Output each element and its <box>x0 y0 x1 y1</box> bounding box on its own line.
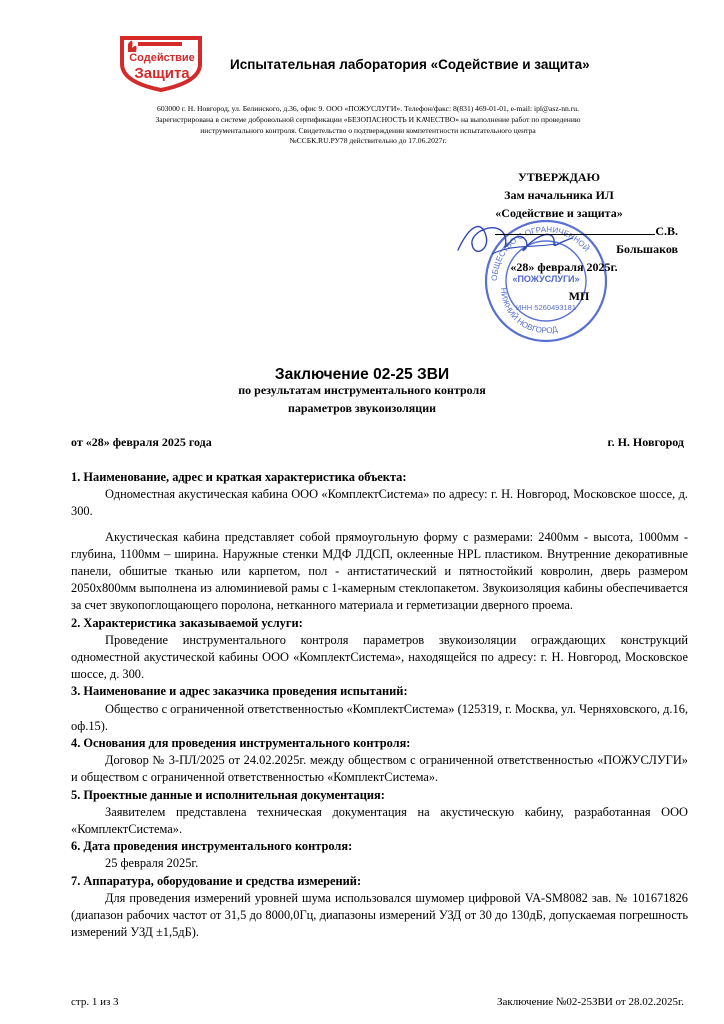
lab-logo <box>104 34 214 92</box>
stamp-inn: ИНН 5260493181 <box>515 303 577 312</box>
section-heading: 2. Характеристика заказываемой услуги: <box>71 615 303 630</box>
lab-address-block <box>60 104 676 147</box>
section-heading: 3. Наименование и адрес заказчика проведения испытаний: <box>71 684 408 699</box>
section-heading: 4. Основания для проведения инструментального контроля: <box>71 736 411 751</box>
approval-block <box>440 168 678 305</box>
stamp-ring-bottom: НИЖНИЙ НОВГОРОД <box>498 287 559 336</box>
document-subtitle: по результатам инструментального контроля <box>238 383 486 397</box>
approver-position: Зам начальника ИЛ <box>504 188 614 202</box>
document-subtitle: параметров звукоизоляции <box>287 401 437 415</box>
footer-reference: Заключение №02-25ЗВИ от 28.02.2025г. <box>497 996 684 1008</box>
section-paragraph: Договор № 3-ПЛ/2025 от 24.02.2025г. между обществом с ограниченной ответственностью «ПОЖУСЛУГИ» и обществом с ограниченной ответственностью «КомплектСистема». <box>71 753 688 785</box>
stamp-center: «ПОЖУСЛУГИ» <box>512 274 580 284</box>
stamp-ring-top: ОБЩЕСТВО С ОГРАНИЧЕННОЙ <box>489 224 592 282</box>
approval-date: «28» февраля 2025г. <box>510 260 618 274</box>
document-date: от «28» февраля 2025 года <box>71 435 212 449</box>
document-city: г. Н. Новгород <box>607 435 684 449</box>
approve-label: УТВЕРЖДАЮ <box>517 170 601 184</box>
address-line: 603000 г. Н. Новгород, ул. Белинского, д.36, офис 9. ООО «ПОЖУСЛУГИ». Телефон/факс: 8(831) 469-01-01, e-mail: ipl@asz-nn.ru. <box>157 104 579 113</box>
section-heading: 1. Наименование, адрес и краткая характеристика объекта: <box>71 470 407 484</box>
section-heading: 7. Аппаратура, оборудование и средства измерений: <box>71 873 362 888</box>
section-heading: 5. Проектные данные и исполнительная документация: <box>71 787 385 802</box>
address-line: №ССБК.RU.РУ78 действительно до 17.06.2027г. <box>289 136 447 146</box>
approver-org: «Содействие и защита» <box>495 206 623 220</box>
section-heading: 6. Дата проведения инструментального контроля: <box>71 839 353 854</box>
section-paragraph: Проведение инструментального контроля параметров звукоизоляции ограждающих конструкций одноместной акустической кабины ООО «КомплектСистема», находящейся по адресу: г. Н. Новгород, Московское шоссе, д. 300. <box>71 632 688 682</box>
seal-place-mark: МП <box>568 289 590 303</box>
approver-name: С.В. Большаков <box>616 224 678 256</box>
address-line: Зарегистрирована в системе добровольной сертификации «БЕЗОПАСНОСТЬ И КАЧЕСТВО» на выполнение работ по проведению <box>155 114 581 124</box>
section-paragraph: 25 февраля 2025г. <box>105 856 199 871</box>
section-paragraph: Заявителем представлена техническая документация на акустическую кабину, разработанная ООО «КомплектСистема». <box>71 804 688 837</box>
logo-text-bottom: Защита <box>134 65 190 82</box>
lab-title: Испытательная лаборатория «Содействие и защита» <box>230 57 590 72</box>
page-number: стр. 1 из 3 <box>71 996 119 1008</box>
section-paragraph: Одноместная акустическая кабина ООО «КомплектСистема» по адресу: г. Н. Новгород, Московское шоссе, д. 300. <box>71 487 688 519</box>
document-body <box>71 469 688 941</box>
section-paragraph: Для проведения измерений уровней шума использовался шумомер цифровой VA-SM8082 зав. № 101671826 (диапазон рабочих частот от 31,5 до 8000,0Гц, диапазоны измерений УЗД от 30 до 130дБ, допускаемая погрешность измерений УЗД ±1,5дБ). <box>71 890 688 940</box>
signature-line <box>495 223 655 235</box>
section-paragraph: Акустическая кабина представляет собой прямоугольную форму с размерами: 2400мм - высота, 1000мм - глубина, 1100мм – ширина. Наружные стенки МДФ ЛДСП, оклеенные HPL пластиком. Внутренние декоративные панели, обшитые тканью или карпетом, пол - антистатический и пятностойкий ковролин, дверь размером 2050х800мм выполнена из алюминиевой рамы с 1-камерным стеклопакетом. Звукоизоляция кабины обеспечивается за счет звукопоглощающего поролона, нетканного материала и герметизации дверного проема. <box>71 529 688 613</box>
logo-text-top: Содействие <box>129 52 195 64</box>
address-line: инструментального контроля. Свидетельство о подтверждении компетентности испытательного центра <box>200 125 536 135</box>
date-city-row <box>71 435 684 450</box>
document-title: Заключение 02-25 ЗВИ <box>274 366 450 383</box>
section-paragraph: Общество с ограниченной ответственностью «КомплектСистема» (125319, г. Москва, ул. Черняховского, д.16, оф.15). <box>71 701 689 733</box>
